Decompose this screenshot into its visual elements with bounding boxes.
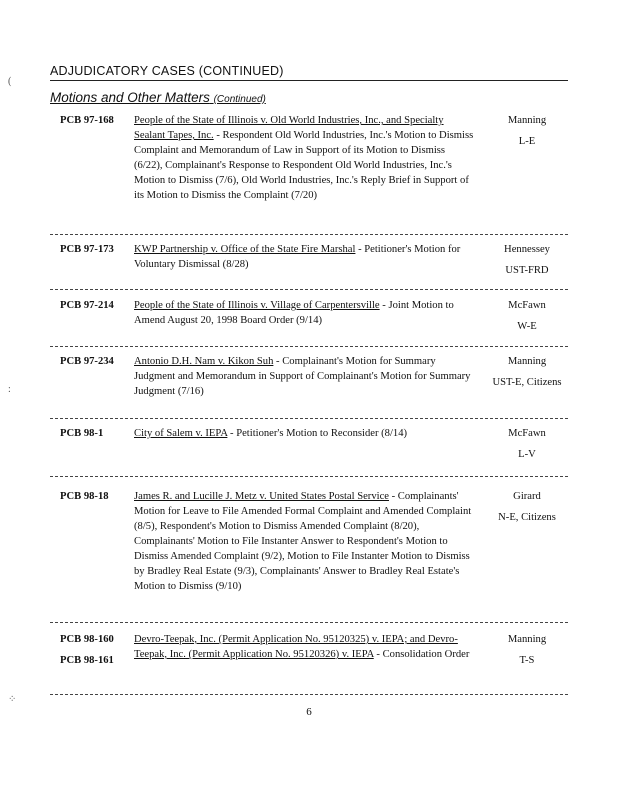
case-type-code: UST-FRD [505, 265, 549, 276]
case-body: - Complainant's Motion for Summary Judgment and Memorandum in Support of Complainant's Motion for Summary Judgment (7/16) [134, 356, 471, 397]
case-description [134, 242, 474, 272]
page-number: 6 [306, 706, 312, 718]
case-description [134, 426, 474, 441]
case-description [134, 354, 474, 399]
page-header-title: ADJUDICATORY CASES (CONTINUED) [50, 64, 284, 78]
board-member: McFawn [508, 428, 546, 439]
board-member: McFawn [508, 300, 546, 311]
case-type-code: L-V [518, 449, 536, 460]
case-numbers [60, 242, 114, 257]
case-title: City of Salem v. IEPA [134, 428, 228, 439]
scan-mark: ( [8, 76, 12, 87]
case-title: James R. and Lucille J. Metz v. United States Postal Service [134, 491, 389, 502]
case-body: - Consolidation Order [373, 649, 470, 660]
case-description [134, 298, 474, 328]
scan-mark: : [8, 384, 11, 395]
case-numbers [60, 489, 109, 504]
case-meta [486, 632, 568, 668]
section-title-text: Motions and Other Matters [50, 90, 210, 105]
case-numbers [60, 298, 114, 313]
case-number: PCB 98-161 [60, 655, 114, 666]
case-meta [486, 298, 568, 334]
case-number: PCB 98-18 [60, 491, 109, 502]
case-meta [486, 113, 568, 149]
case-number: PCB 98-1 [60, 428, 104, 439]
case-body: - Complainants' Motion for Leave to File Amended Formal Complaint and Amended Complaint (8/5), Respondent's Motion to Dismiss Amended Complaint (8/20), Complainants' Motion to File Instanter Answer to Respondent's Motion to Dismiss Amended Complaint (9/2), Motion to File Instanter Motion to Dismiss by Bradley Real Estate (9/3), Complainants' Answer to Bradley Real Estate's Motion to Dismiss (9/10) [134, 491, 472, 592]
case-numbers [60, 426, 103, 441]
case-title: People of the State of Illinois v. Village of Carpentersville [134, 300, 380, 311]
case-type-code: W-E [517, 321, 537, 332]
case-title: Devro-Teepak, Inc. (Permit Application No. 95120325) v. IEPA; and Devro-Teepak, Inc. (Permit Application No. 95120326) v. IEPA [134, 634, 458, 660]
case-meta [486, 426, 568, 462]
case-number: PCB 97-214 [60, 300, 114, 311]
case-type-code: UST-E, Citizens [492, 377, 562, 388]
case-description [134, 113, 474, 203]
section-continued-note: (Continued) [213, 94, 266, 105]
case-type-code: L-E [518, 136, 536, 147]
case-divider [50, 418, 568, 419]
board-member: Hennessey [504, 244, 550, 255]
case-meta [486, 489, 568, 525]
case-number: PCB 97-234 [60, 356, 114, 367]
case-type-code: N-E, Citizens [498, 512, 556, 523]
case-body: - Petitioner's Motion for Voluntary Dismissal (8/28) [134, 244, 461, 270]
board-member: Manning [507, 356, 547, 367]
case-numbers [60, 113, 114, 128]
case-description [134, 489, 474, 594]
case-number: PCB 97-168 [60, 115, 114, 126]
board-member: Girard [513, 491, 541, 502]
case-divider [50, 346, 568, 347]
board-member: Manning [507, 115, 547, 126]
case-body: - Respondent Old World Industries, Inc.'s Motion to Dismiss Complaint and Memorandum of Law in Support of its Motion to Dismiss (6/22), Complainant's Response to Respondent Old World Industries, Inc.'s Motion to Dismiss (7/6), Old World Industries, Inc.'s Reply Brief in Support of its Motion to Dismiss the Complaint (7/20) [134, 130, 474, 201]
case-description [134, 632, 474, 662]
case-body: - Joint Motion to Amend August 20, 1998 Board Order (9/14) [134, 300, 454, 326]
case-divider [50, 476, 568, 477]
footer-divider [50, 694, 568, 695]
case-numbers [60, 632, 114, 668]
case-number: PCB 97-173 [60, 244, 114, 255]
case-body: - Petitioner's Motion to Reconsider (8/14) [227, 428, 408, 439]
case-title: KWP Partnership v. Office of the State Fire Marshal [134, 244, 356, 255]
scan-mark: ⁘ [8, 694, 17, 705]
case-divider [50, 622, 568, 623]
case-number: PCB 98-160 [60, 634, 114, 645]
case-meta [486, 354, 568, 390]
case-title: Antonio D.H. Nam v. Kikon Suh [134, 356, 274, 367]
case-title: People of the State of Illinois v. Old World Industries, Inc., and Specialty Sealant Tapes, Inc. [134, 115, 444, 141]
case-meta [486, 242, 568, 278]
case-type-code: T-S [519, 655, 535, 666]
header-rule [50, 80, 568, 81]
case-divider [50, 289, 568, 290]
board-member: Manning [507, 634, 547, 645]
section-title [50, 90, 266, 105]
case-divider [50, 234, 568, 235]
case-numbers [60, 354, 114, 369]
